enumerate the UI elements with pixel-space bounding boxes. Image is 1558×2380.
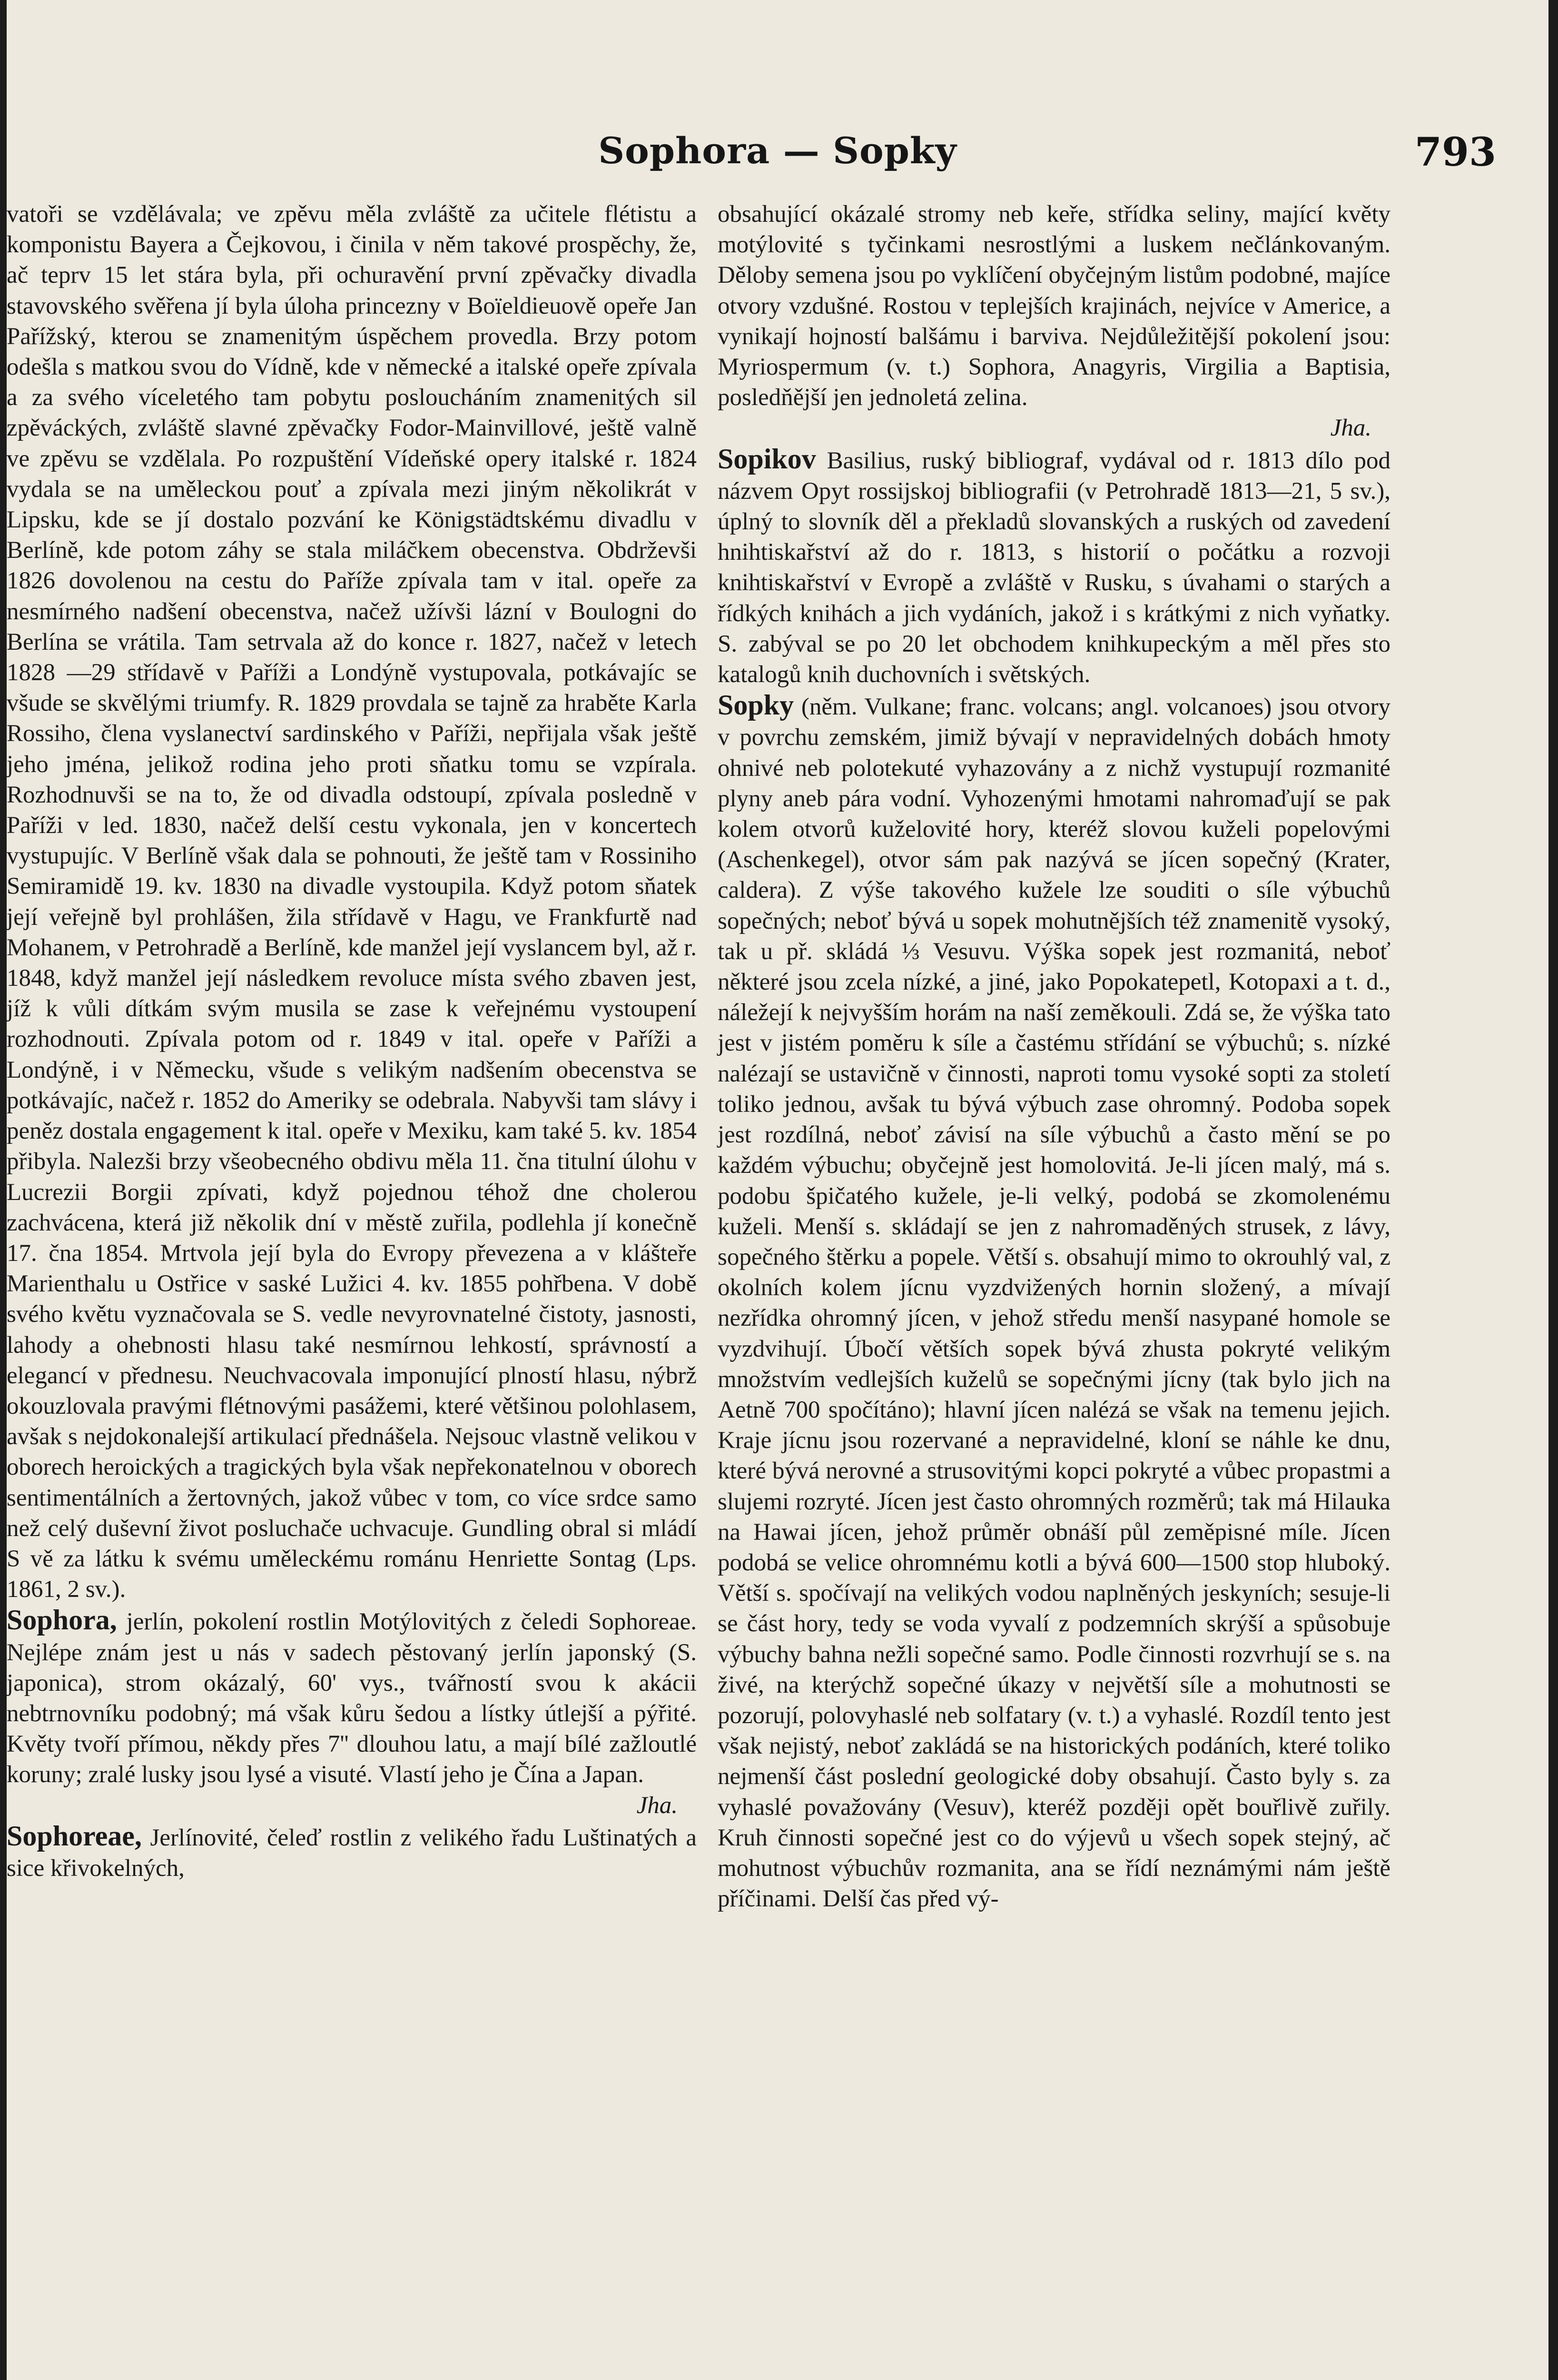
right-column xyxy=(718,199,1390,1914)
entry-sophoreae xyxy=(7,1821,697,1884)
entry-text: obsahující okázalé stromy neb keře, střídka seliny, mající květy motýlovité s tyčinkami nesrostlými a luskem nečlánkovaným. Děloby semena jsou po vyklíčení obyčejným listům podobné, majíce otvory vzdušné. Rostou v teplejších krajinách, nejvíce v Americe, a vynikají hojností balšámu i barviva. Nejdůležitější pokolení jsou: Myriospermum (v. t.) Sophora, Anagyris, Virgilia a Baptisia, posledňější jen jednoletá zelina. xyxy=(718,201,1390,411)
entry-text: Jerlínovité, čeleď rostlin z velikého řadu Luštinatých a sice křivokelných, xyxy=(7,1824,697,1882)
entry-text: jerlín, pokolení rostlin Motýlovitých z čeledi Sophoreae. Nejlépe znám jest u nás v sadech pěstovaný jerlín japonský (S. japonica), strom okázalý, 60' vys., tvářností svou k akácii nebtrnovníku podobný; má však kůru šedou a lístky útlejší a pýřité. Květy tvoří přímou, někdy přes 7'' dlouhou latu, a mají bílé zažloutlé koruny; zralé lusky jsou lysé a visuté. Vlastí jeho je Čína a Japan. xyxy=(7,1608,697,1788)
entry-headword: Sophora, xyxy=(7,1604,117,1636)
entry-sopky xyxy=(718,690,1390,1914)
page-header xyxy=(7,129,1548,182)
entry-text: (něm. Vulkane; franc. volcans; angl. volcanoes) jsou otvory v povrchu zemském, jimiž bývají v nepravidelných dobách hmoty ohnivé neb polotekuté vyhazovány a z nichž vystupují rozmanité plyny aneb pára vodní. Vyhozenými hmotami nahromaďují se pak kolem otvorů kuželovité hory, kteréž slovou kuželi popelovými (Aschenkegel), otvor sám pak nazývá se jícen sopečný (Krater, caldera). Z výše takového kužele lze souditi o síle výbuchů sopečných; neboť bývá u sopek mohutnějších též znamenitě vysoký, tak u př. skládá ⅓ Vesuvu. Výška sopek jest rozmanitá, neboť některé jsou zcela nízké, a jiné, jako Popokatepetl, Kotopaxi a t. d., náležejí k nejvyšším horám na naší zeměkouli. Zdá se, že výška tato jest v jistém poměru k síle a častému střídání se výbuchů; s. nízké nalézají se ustavičně v činnosti, naproti tomu vysoké sopti za století toliko jednou, avšak tu bývá výbuch zase ohromný. Podoba sopek jest rozdílná, neboť závisí na síle výbuchů a často mění se po každém výbuchu; obyčejně jest homolovitá. Je-li jícen malý, má s. podobu špičatého kužele, je-li velký, podobá se zkomolenému kuželi. Menší s. skládají se jen z nahromaděných strusek, z lávy, sopečného štěrku a popele. Větší s. obsahují mimo to okrouhlý val, z okolních kolem jícnu vyzdvižených hornin složený, a mívají nezřídka ohromný jícen, v jehož středu menší nasypané homole se vyzdvihují. Úbočí větších sopek bývá zhusta pokryté velikým množstvím vedlejších kuželů se sopečnými jícny (tak bylo jich na Aetně 700 spočítáno); hlavní jícen nalézá se však na temenu jejich. Kraje jícnu jsou rozervané a nepravidelné, kloní se náhle ke dnu, které bývá nerovné a strusovitými kopci pokryté a vůbec propastmi a slujemi rozryté. Jícen jest často ohromných rozměrů; tak má Hilauka na Hawai jícen, jehož průměr obnáší půl zeměpisné míle. Jícen podobá se velice ohromnému kotli a bývá 600—1500 stop hluboký. Větší s. spočívají na velikých vodou naplněných jeskyních; sesuje-li se část hory, tedy se voda vyvalí z podzemních skrýší a spůsobuje výbuchy bahna nežli sopečné samo. Podle činnosti rozvrhují se s. na živé, na kterýchž sopečné úkazy v největší síle a mohutnosti se pozorují, polovyhaslé neb solfatary (v. t.) a vyhaslé. Rozdíl tento jest však nejistý, neboť zakládá se na historických podáních, které toliko nejmenší část poslední geologické doby obsahují. Často byly s. za vyhaslé považovány (Vesuv), kteréž později opět bouřlivě zuřily. Kruh činnosti sopečné jest co do výjevů u všech sopek stejný, ač mohutnost výbuchův rozmanita, ana se řídí neznámými nám ještě příčinami. Delší čas před vý- xyxy=(718,694,1391,1913)
entry-headword: Sophoreae, xyxy=(7,1820,142,1852)
page-number: 793 xyxy=(1414,129,1496,175)
entry-sophoreae-continued xyxy=(718,199,1390,444)
entry-sontag-continued xyxy=(7,199,697,1605)
entry-text: vatoři se vzdělávala; ve zpěvu měla zvláště za učitele flétistu a komponistu Bayera a Čejkovou, i činila v něm takové prospěchy, že, ač teprv 15 let stára byla, při ochuravění první zpěvačky divadla stavovského svěřena jí byla úloha princezny v Boïeldieuově opeře Jan Pařížský, kterou se znamenitým úspěchem provedla. Brzy potom odešla s matkou svou do Vídně, kde v německé a italské opeře zpívala a za svého víceletého tam pobytu posloucháním znamenitých sil zpěváckých, zvláště slavné zpěvačky Fodor-Mainvillové, ještě valně ve zpěvu se vzdělala. Po rozpuštění Vídeňské opery italské r. 1824 vydala se na uměleckou pouť a zpívala mezi jiným několikrát v Lipsku, kde se jí dostalo pozvání ke Königstädtskému divadlu v Berlíně, kde potom záhy se stala miláčkem obecenstva. Obdrževši 1826 dovolenou na cestu do Paříže zpívala tam v ital. opeře za nesmírného nadšení obecenstva, načež užívši lázní v Boulogni do Berlína se vrátila. Tam setrvala až do konce r. 1827, načež v letech 1828 —29 střídavě v Paříži a Londýně vystupovala, potkávajíc se všude se skvělými triumfy. R. 1829 provdala se tajně za hraběte Karla Rossiho, člena vyslanectví sardinského v Paříži, nepřijala však ještě jeho jména, jelikož rodina jeho proti sňatku tomu se vzpírala. Rozhodnuvši se na to, že od divadla odstoupí, zpívala posledně v Paříži v led. 1830, načež delší cestu vykonala, jen v koncertech vystupujíc. V Berlíně však dala se pohnouti, že ještě tam v Rossiniho Semiramidě 19. kv. 1830 na divadle vystoupila. Když potom sňatek její veřejně byl prohlášen, žila střídavě v Hagu, ve Frankfurtě nad Mohanem, v Petrohradě a Berlíně, kde manžel její vyslancem byl, až r. 1848, když manžel její následkem revoluce místa svého zbaven jest, jíž k vůli dítkám svým musila se zase k veřejnému vystoupení rozhodnouti. Zpívala potom od r. 1849 v ital. opeře v Paříži a Londýně, i v Německu, všude s velikým nadšením obecenstva se potkávajíc, načež r. 1852 do Ameriky se odebrala. Nabyvši tam slávy i peněz dostala engagement k ital. opeře v Mexiku, kam také 5. kv. 1854 přibyla. Nalezši brzy všeobecného obdivu měla 11. čna titulní úlohu v Lucrezii Borgii zpívati, když pojednou téhož dne cholerou zachvácena, která již několik dní v městě zuřila, podlehla jí konečně 17. čna 1854. Mrtvola její byla do Evropy převezena a v klášteře Marienthalu u Ostřice v saské Lužici 4. kv. 1855 pohřbena. V době svého květu vyznačovala se S. vedle nevyrovnatelné čistoty, jasnosti, lahody a ohebnosti hlasu také nesmírnou lehkostí, správností a elegancí v přednesu. Neuchvacovala imponující plností hlasu, nýbrž okouzlovala pravými flétnovými pasážemi, které většinou polohlasem, avšak s nejdokonalejší artikulací přednášela. Nejsouc vlastně velikou v oborech heroických a tragických byla však nepřekonatelnou v oborech sentimentálních a žertovných, jakož vůbec v tom, co více srdce samo než celý duševní život posluchače uchvacuje. Gundling obral si mládí S vě za látku k svému uměleckému románu Henriette Sontag (Lps. 1861, 2 sv.). xyxy=(7,201,697,1603)
entry-sopikov xyxy=(718,444,1390,690)
entry-author: Jha. xyxy=(1330,415,1371,442)
entry-headword: Sopikov xyxy=(718,443,816,475)
left-column xyxy=(7,199,697,1884)
entry-headword: Sopky xyxy=(718,689,794,721)
running-title: Sophora — Sopky xyxy=(598,129,957,172)
document-page xyxy=(7,0,1548,2380)
entry-author: Jha. xyxy=(636,1792,678,1819)
entry-sophora xyxy=(7,1605,697,1820)
entry-text: Basilius, ruský bibliograf, vydával od r. 1813 dílo pod názvem Opyt rossijskoj bibliografii (v Petrohradě 1813—21, 5 sv.), úplný to slovník děl a překladů slovanských a ruských od zavedení hnihtiskařství až do r. 1813, s historií o počátku a rozvoji knihtiskařství v Evropě a zvláště v Rusku, s úvahami o starých a řídkých knihách a jich vydáních, jakož i s krátkými z nich vyňatky. S. zabýval se po 20 let obchodem knihkupeckým a měl přes sto katalogů knih duchovních i světských. xyxy=(718,447,1390,688)
